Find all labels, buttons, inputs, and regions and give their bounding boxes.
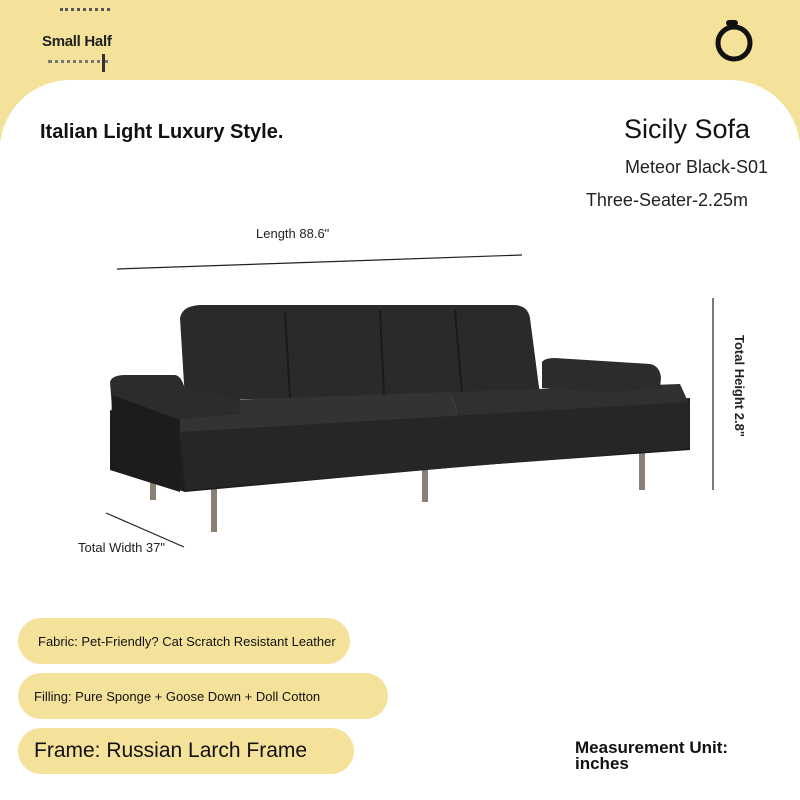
product-size: Three-Seater-2.25m [585,190,748,210]
feature-frame-text: Frame: Russian Larch Frame [34,739,308,762]
product-name: Sicily Sofa [623,114,750,144]
feature-frame [18,728,354,774]
length-line [117,255,522,269]
feature-fabric [18,618,350,664]
width-label: Total Width 37" [78,540,165,555]
feature-filling [18,673,388,719]
feature-filling-text: Filling: Pure Sponge + Goose Down + Doll Cotton [34,688,321,704]
height-label: Total Height 2.8" [732,335,747,437]
sofa-image [110,305,690,492]
style-title: Italian Light Luxury Style. [40,121,284,143]
length-label: Length 88.6" [256,226,330,241]
product-color: Meteor Black-S01 [624,157,768,177]
brand-logo-text: Small Half [42,33,112,50]
measurement-unit: Measurement Unit: inches [575,738,729,773]
feature-fabric-text: Fabric: Pet-Friendly? Cat Scratch Resistant Leather [38,633,336,649]
